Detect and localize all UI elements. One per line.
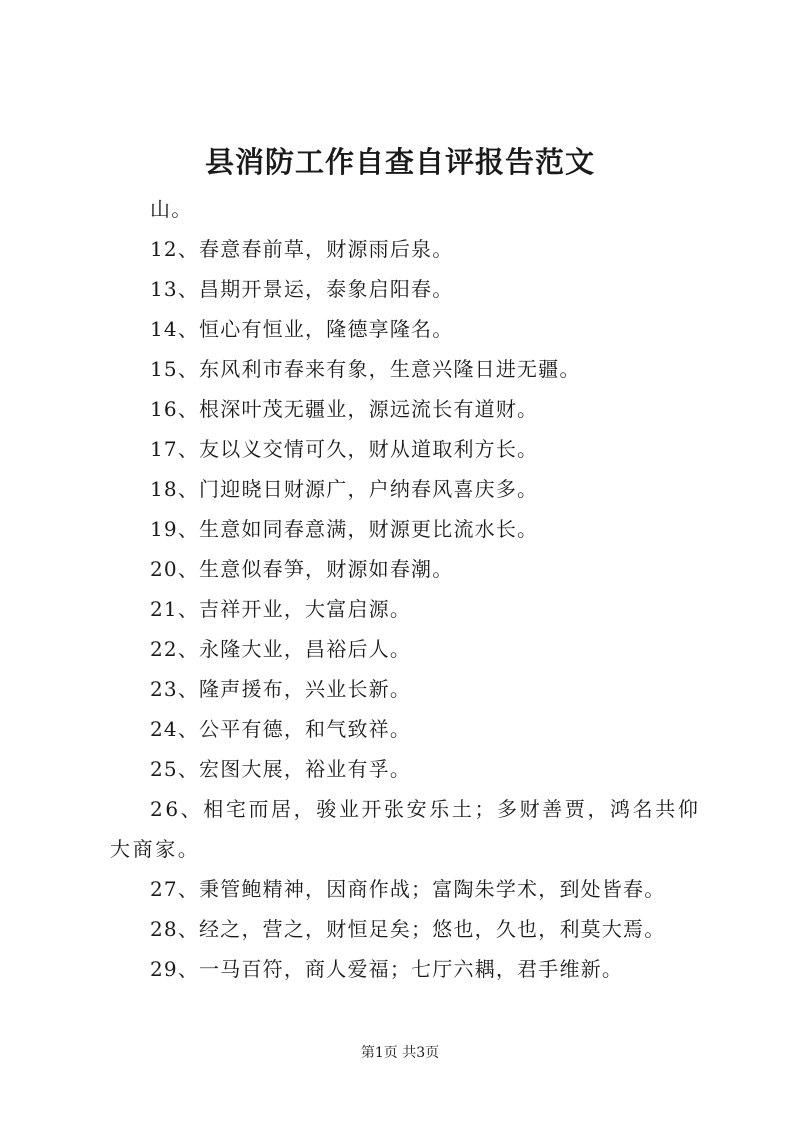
paragraph: 29、一马百符，商人爱福；七厅六耦，君手维新。 (150, 957, 624, 981)
page-footer: 第1页 共3页 (360, 1045, 440, 1061)
paragraph: 28、经之，营之，财恒足矣；悠也，久也，利莫大焉。 (150, 917, 666, 941)
paragraph: 20、生意似春笋，财源如春潮。 (150, 557, 454, 581)
paragraph: 13、昌期开景运，泰象启阳春。 (150, 277, 454, 301)
paragraph: 15、东风利市春来有象，生意兴隆日进无疆。 (150, 357, 581, 381)
paragraph: 23、隆声援布，兴业长新。 (150, 677, 412, 701)
paragraph: 26、相宅而居，骏业开张安乐土；多财善贾，鸿名共仰大商家。 (110, 797, 701, 861)
paragraph: 27、秉管鲍精神，因商作战；富陶朱学术，到处皆春。 (150, 877, 666, 901)
paragraph: 14、恒心有恒业，隆德享隆名。 (150, 317, 454, 341)
paragraph: 16、根深叶茂无疆业，源远流长有道财。 (150, 397, 539, 421)
page-title: 县消防工作自查自评报告范文 (204, 145, 595, 179)
document-body (110, 189, 712, 989)
paragraph: 22、永隆大业，昌裕后人。 (150, 637, 412, 661)
paragraph: 12、春意春前草，财源雨后泉。 (150, 237, 454, 261)
paragraph: 19、生意如同春意满，财源更比流水长。 (150, 517, 539, 541)
paragraph: 18、门迎晓日财源广，户纳春风喜庆多。 (150, 477, 539, 501)
paragraph: 21、吉祥开业，大富启源。 (150, 597, 412, 621)
paragraph: 山。 (150, 197, 193, 221)
paragraph: 25、宏图大展，裕业有孚。 (150, 757, 412, 781)
paragraph: 17、友以义交情可久，财从道取利方长。 (150, 437, 539, 461)
paragraph: 24、公平有德，和气致祥。 (150, 717, 412, 741)
